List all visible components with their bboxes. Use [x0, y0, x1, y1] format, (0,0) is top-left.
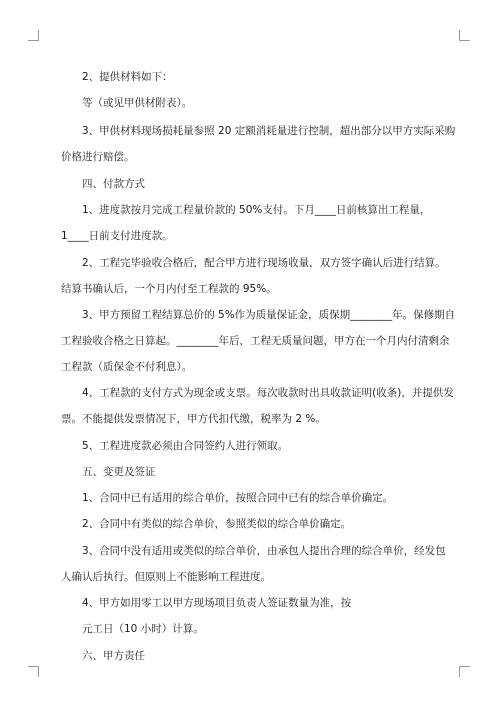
paragraph-line: 结算书确认后，一个月内付至工程款的 95%。	[61, 283, 277, 295]
paragraph-line: 4、工程款的支付方式为现金或支票。每次收款时出具收款证明(收条)，并提供发	[82, 387, 454, 399]
crop-mark-bottom-right	[459, 666, 470, 677]
paragraph-line: 等（或见甲供材附表）。	[82, 97, 193, 109]
crop-mark-bottom-left	[28, 666, 39, 677]
paragraph-line: 3、甲方预留工程结算总价的 5%作为质量保证金，质保期________年。保修期自	[82, 309, 456, 321]
paragraph-line: 2、提供材料如下：	[82, 71, 173, 83]
paragraph-line: 元工日（10 小时）计算。	[82, 623, 204, 635]
section-heading: 五、变更及签证	[82, 466, 156, 478]
section-heading: 四、付款方式	[82, 178, 145, 190]
paragraph-line: 1、合同中已有适用的综合单价，按照合同中已有的综合单价确定。	[82, 492, 394, 504]
paragraph-line: 1____日前支付进度款。	[61, 230, 173, 242]
paragraph-line: 4、甲方如用零工以甲方现场项目负责人签证数量为准，按	[82, 597, 352, 609]
paragraph-line: 票。不能提供发票情况下，甲方代扣代缴，税率为 2 %。	[61, 413, 326, 425]
paragraph-line: 工程验收合格之日算起。________年后，工程无质量问题，甲方在一个月内付清剩余	[61, 335, 450, 347]
paragraph-line: 价格进行赔偿。	[61, 151, 135, 163]
section-heading: 六、甲方责任	[82, 650, 145, 662]
paragraph-line: 5、工程进度款必须由合同签约人进行领取。	[82, 440, 289, 452]
crop-mark-top-left	[28, 30, 39, 41]
paragraph-line: 2、合同中有类似的综合单价，参照类似的综合单价确定。	[82, 518, 352, 530]
paragraph-line: 3、合同中没有适用或类似的综合单价，由承包人提出合理的综合单价，经发包	[82, 545, 446, 557]
paragraph-line: 工程款（质保金不付利息）。	[61, 361, 193, 373]
paragraph-line: 1、进度款按月完成工程量价款的 50%支付。下月____日前核算出工程量，	[82, 204, 431, 216]
paragraph-line: 2、工程完毕验收合格后，配合甲方进行现场收量，双方签字确认后进行结算。	[82, 257, 446, 269]
paragraph-line: 3、甲供材料现场损耗量参照 20 定额消耗量进行控制，超出部分以甲方实际采购	[82, 125, 456, 137]
crop-mark-top-right	[459, 30, 470, 41]
paragraph-line: 人确认后执行。但原则上不能影响工程进度。	[61, 571, 271, 583]
